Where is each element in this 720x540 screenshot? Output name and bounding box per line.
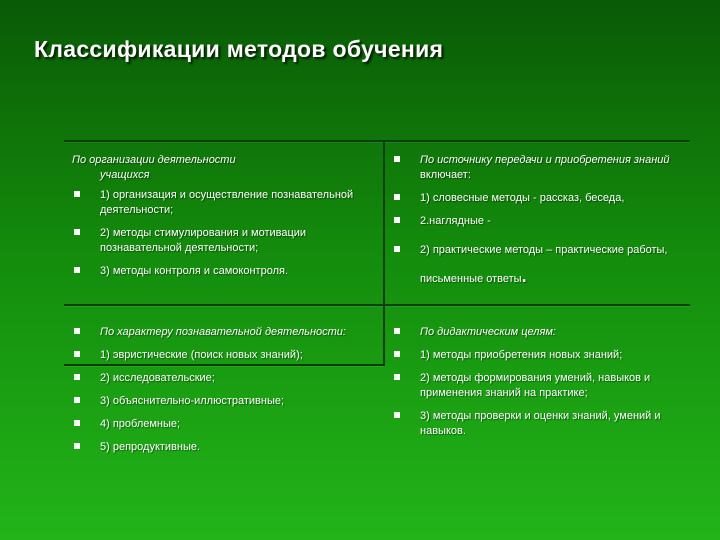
list-item-heading	[72, 325, 372, 340]
square-bullet-icon	[394, 217, 400, 223]
square-bullet-icon	[74, 351, 80, 357]
list-item-heading	[392, 325, 692, 340]
list-item	[392, 191, 692, 206]
list-item	[72, 394, 372, 409]
list-item-text: 1) организация и осуществление познавательной деятельности;	[100, 189, 354, 216]
list-item-text: 2) методы формирования умений, навыков и применения знаний на практике;	[420, 372, 651, 399]
list-item	[72, 226, 372, 256]
list-item-text: 2) методы стимулирования и мотивации познавательной деятельности;	[100, 227, 307, 254]
list-item-text: 2) исследовательские;	[100, 372, 215, 384]
heading-line: учащихся	[100, 169, 150, 181]
list-heading-text: По характеру познавательной деятельности:	[100, 326, 346, 338]
square-bullet-icon	[74, 420, 80, 426]
cell-cognitive-activity	[72, 325, 372, 463]
list-heading-text: По дидактическим целям:	[420, 326, 556, 338]
square-bullet-icon	[394, 351, 400, 357]
list-item-text: 3) объяснительно-иллюстративные;	[100, 395, 285, 407]
list-item-heading	[392, 153, 692, 183]
table-line-middle	[64, 304, 690, 306]
list-item	[392, 348, 692, 363]
list-item	[392, 237, 692, 292]
list-item-final-mark: .	[521, 266, 527, 286]
list-item-text: 2.наглядные -	[420, 215, 491, 227]
list-item-text: 4) проблемные;	[100, 418, 181, 430]
square-bullet-icon	[74, 328, 80, 334]
list-item	[72, 440, 372, 455]
list-item	[392, 409, 692, 439]
cell-didactic-goals	[392, 325, 692, 447]
square-bullet-icon	[74, 229, 80, 235]
square-bullet-icon	[394, 246, 400, 252]
cell-heading	[72, 153, 372, 183]
square-bullet-icon	[394, 412, 400, 418]
bullet-list	[72, 188, 372, 279]
list-item	[72, 371, 372, 386]
list-heading-text: По источнику передачи и приобретения знаний	[420, 154, 670, 166]
bullet-list	[392, 325, 692, 439]
list-item-text: 1) эвристические (поиск новых знаний);	[100, 349, 303, 361]
list-item-text: 3) методы контроля и самоконтроля.	[100, 265, 289, 277]
bullet-list	[392, 153, 692, 292]
square-bullet-icon	[74, 374, 80, 380]
list-heading-tail: включает:	[420, 169, 471, 181]
square-bullet-icon	[74, 267, 80, 273]
square-bullet-icon	[394, 156, 400, 162]
square-bullet-icon	[394, 194, 400, 200]
list-item	[392, 214, 692, 229]
list-item-text: 3) методы проверки и оценки знаний, умений и навыков.	[420, 410, 661, 437]
square-bullet-icon	[394, 328, 400, 334]
list-item-text: 2) практические методы – практические работы, письменные ответы	[420, 244, 668, 285]
list-item	[72, 417, 372, 432]
cell-organization	[72, 153, 372, 287]
square-bullet-icon	[394, 374, 400, 380]
square-bullet-icon	[74, 397, 80, 403]
list-item	[72, 348, 372, 363]
list-item	[72, 188, 372, 218]
list-item	[72, 264, 372, 279]
table-line-vertical	[383, 140, 385, 366]
slide-title: Классификации методов обучения	[34, 36, 444, 62]
list-item-text: 1) методы приобретения новых знаний;	[420, 349, 623, 361]
list-item-text: 5) репродуктивные.	[100, 441, 201, 453]
table-line-top	[64, 140, 690, 142]
cell-knowledge-source	[392, 153, 692, 300]
square-bullet-icon	[74, 191, 80, 197]
square-bullet-icon	[74, 443, 80, 449]
list-item-text: 1) словесные методы - рассказ, беседа,	[420, 192, 625, 204]
heading-line: По организации деятельности	[72, 154, 236, 166]
bullet-list	[72, 325, 372, 455]
list-item	[392, 371, 692, 401]
